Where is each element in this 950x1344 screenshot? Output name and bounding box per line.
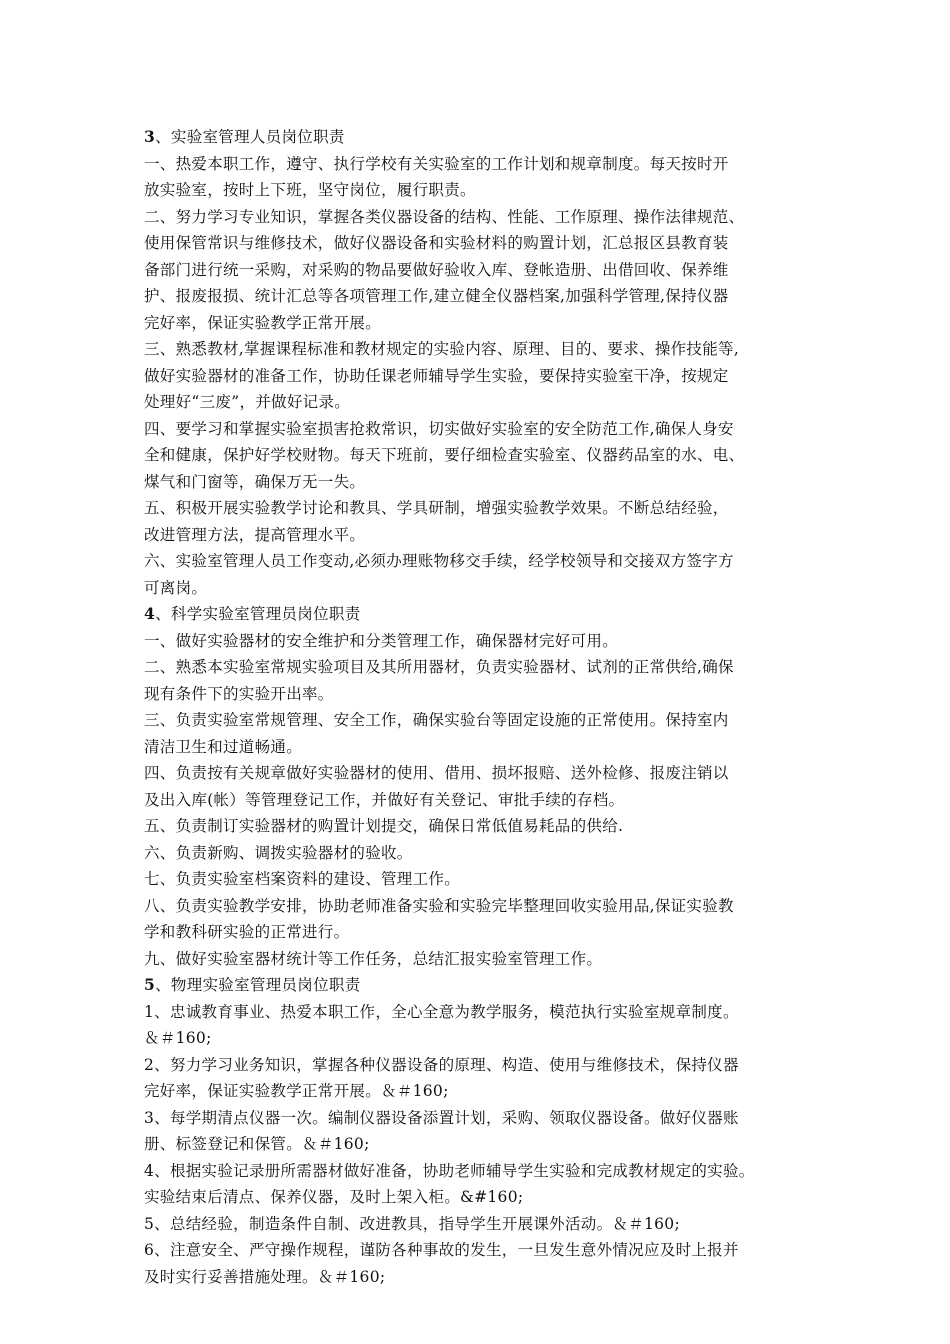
text-line: 使用保管常识与维修技术，做好仪器设备和实验材料的购置计划，汇总报区县教育装: [144, 234, 729, 252]
text-line: 备部门进行统一采购，对采购的物品要做好验收入库、登帐造册、出借回收、保养维: [144, 260, 729, 279]
section-heading: [144, 972, 824, 999]
text-line: 及出入库(帐）等管理登记工作，并做好有关登记、审批手续的存档。: [144, 790, 625, 809]
text-line: 护、报废报损、统计汇总等各项管理工作,建立健全仪器档案,加强科学管理,保持仪器: [144, 287, 729, 305]
text-line: 二、熟悉本实验室常规实验项目及其所用器材，负责实验器材、试剂的正常供给,确保: [144, 658, 734, 676]
text-line: 1、忠诚教育事业、热爱本职工作，全心全意为教学服务，模范执行实验室规章制度。: [144, 1002, 739, 1021]
section-title: 、实验室管理人员岗位职责: [155, 128, 345, 146]
text-line: 2、努力学习业务知识，掌握各种仪器设备的原理、构造、使用与维修技术，保持仪器: [144, 1055, 739, 1074]
text-line: 二、努力学习专业知识，掌握各类仪器设备的结构、性能、工作原理、操作法律规范、: [144, 207, 745, 226]
text-line: 三、负责实验室常规管理、安全工作，确保实验台等固定设施的正常使用。保持室内: [144, 711, 729, 729]
text-line: 6、注意安全、严守操作规程，谨防各种事故的发生，一旦发生意外情况应及时上报并: [144, 1241, 739, 1259]
text-line: 四、要学习和掌握实验室损害抢救常识，切实做好实验室的安全防范工作,确保人身安: [144, 419, 734, 438]
document-body: [144, 124, 824, 1290]
text-line: 四、负责按有关规章做好实验器材的使用、借用、损坏报赔、送外检修、报废注销以: [144, 764, 729, 782]
text-line: 放实验室，按时上下班，坚守岗位，履行职责。: [144, 181, 476, 199]
text-line: 册、标签登记和保管。＆＃160;: [144, 1135, 370, 1153]
text-line: 5、总结经验，制造条件自制、改进教具，指导学生开展课外活动。＆＃160;: [144, 1214, 680, 1233]
text-line: 六、实验室管理人员工作变动,必须办理账物移交手续，经学校领导和交接双方签字方: [144, 552, 734, 570]
text-line: 做好实验器材的准备工作，协助任课老师辅导学生实验，要保持实验室干净，按规定: [144, 366, 729, 385]
text-line: 八、负责实验教学安排，协助老师准备实验和实验完毕整理回收实验用品,保证实验教: [144, 896, 734, 915]
text-line: ＆＃160;: [144, 1029, 212, 1047]
section-number: 4: [144, 604, 156, 623]
section-4: [144, 601, 824, 972]
text-line: 学和教科研实验的正常进行。: [144, 923, 350, 941]
text-line: 六、负责新购、调拨实验器材的验收。: [144, 843, 413, 862]
text-line: 煤气和门窗等，确保万无一失。: [144, 472, 366, 491]
text-line: 五、负责制订实验器材的购置计划提交，确保日常低值易耗品的供给.: [144, 817, 624, 835]
text-line: 改进管理方法，提高管理水平。: [144, 525, 366, 544]
text-line: 五、积极开展实验教学讨论和教具、学具研制，增强实验教学效果。不断总结经验，: [144, 499, 729, 517]
text-line: 处理好“三废”，并做好记录。: [144, 393, 351, 411]
text-line: 实验结束后清点、保养仪器，及时上架入柜。&#160;: [144, 1188, 524, 1206]
section-title: 、科学实验室管理员岗位职责: [155, 605, 361, 623]
section-3: [144, 124, 824, 601]
text-line: 现有条件下的实验开出率。: [144, 684, 334, 703]
text-line: 七、负责实验室档案资料的建设、管理工作。: [144, 870, 461, 888]
text-line: 一、做好实验器材的安全维护和分类管理工作，确保器材完好可用。: [144, 631, 619, 650]
section-5: [144, 972, 824, 1290]
text-line: 完好率，保证实验教学正常开展。: [144, 313, 382, 332]
text-line: 完好率，保证实验教学正常开展。＆＃160;: [144, 1082, 449, 1100]
section-number: 5: [144, 975, 156, 994]
text-line: 及时实行妥善措施处理。＆＃160;: [144, 1267, 386, 1286]
section-number: 3: [144, 127, 156, 146]
section-heading: [144, 601, 824, 628]
text-line: 可离岗。: [144, 578, 208, 597]
text-line: 九、做好实验室器材统计等工作任务，总结汇报实验室管理工作。: [144, 949, 603, 968]
text-line: 4、根据实验记录册所需器材做好准备，协助老师辅导学生实验和完成教材规定的实验。: [144, 1161, 755, 1180]
text-line: 一、热爱本职工作，遵守、执行学校有关实验室的工作计划和规章制度。每天按时开: [144, 154, 729, 173]
text-line: 三、熟悉教材,掌握课程标准和教材规定的实验内容、原理、目的、要求、操作技能等,: [144, 340, 740, 358]
text-line: 清洁卫生和过道畅通。: [144, 737, 303, 756]
text-line: 全和健康，保护好学校财物。每天下班前，要仔细检查实验室、仪器药品室的水、电、: [144, 446, 745, 464]
section-heading: [144, 124, 824, 151]
text-line: 3、每学期清点仪器一次。编制仪器设备添置计划，采购、领取仪器设备。做好仪器账: [144, 1108, 739, 1127]
section-title: 、物理实验室管理员岗位职责: [155, 976, 361, 994]
